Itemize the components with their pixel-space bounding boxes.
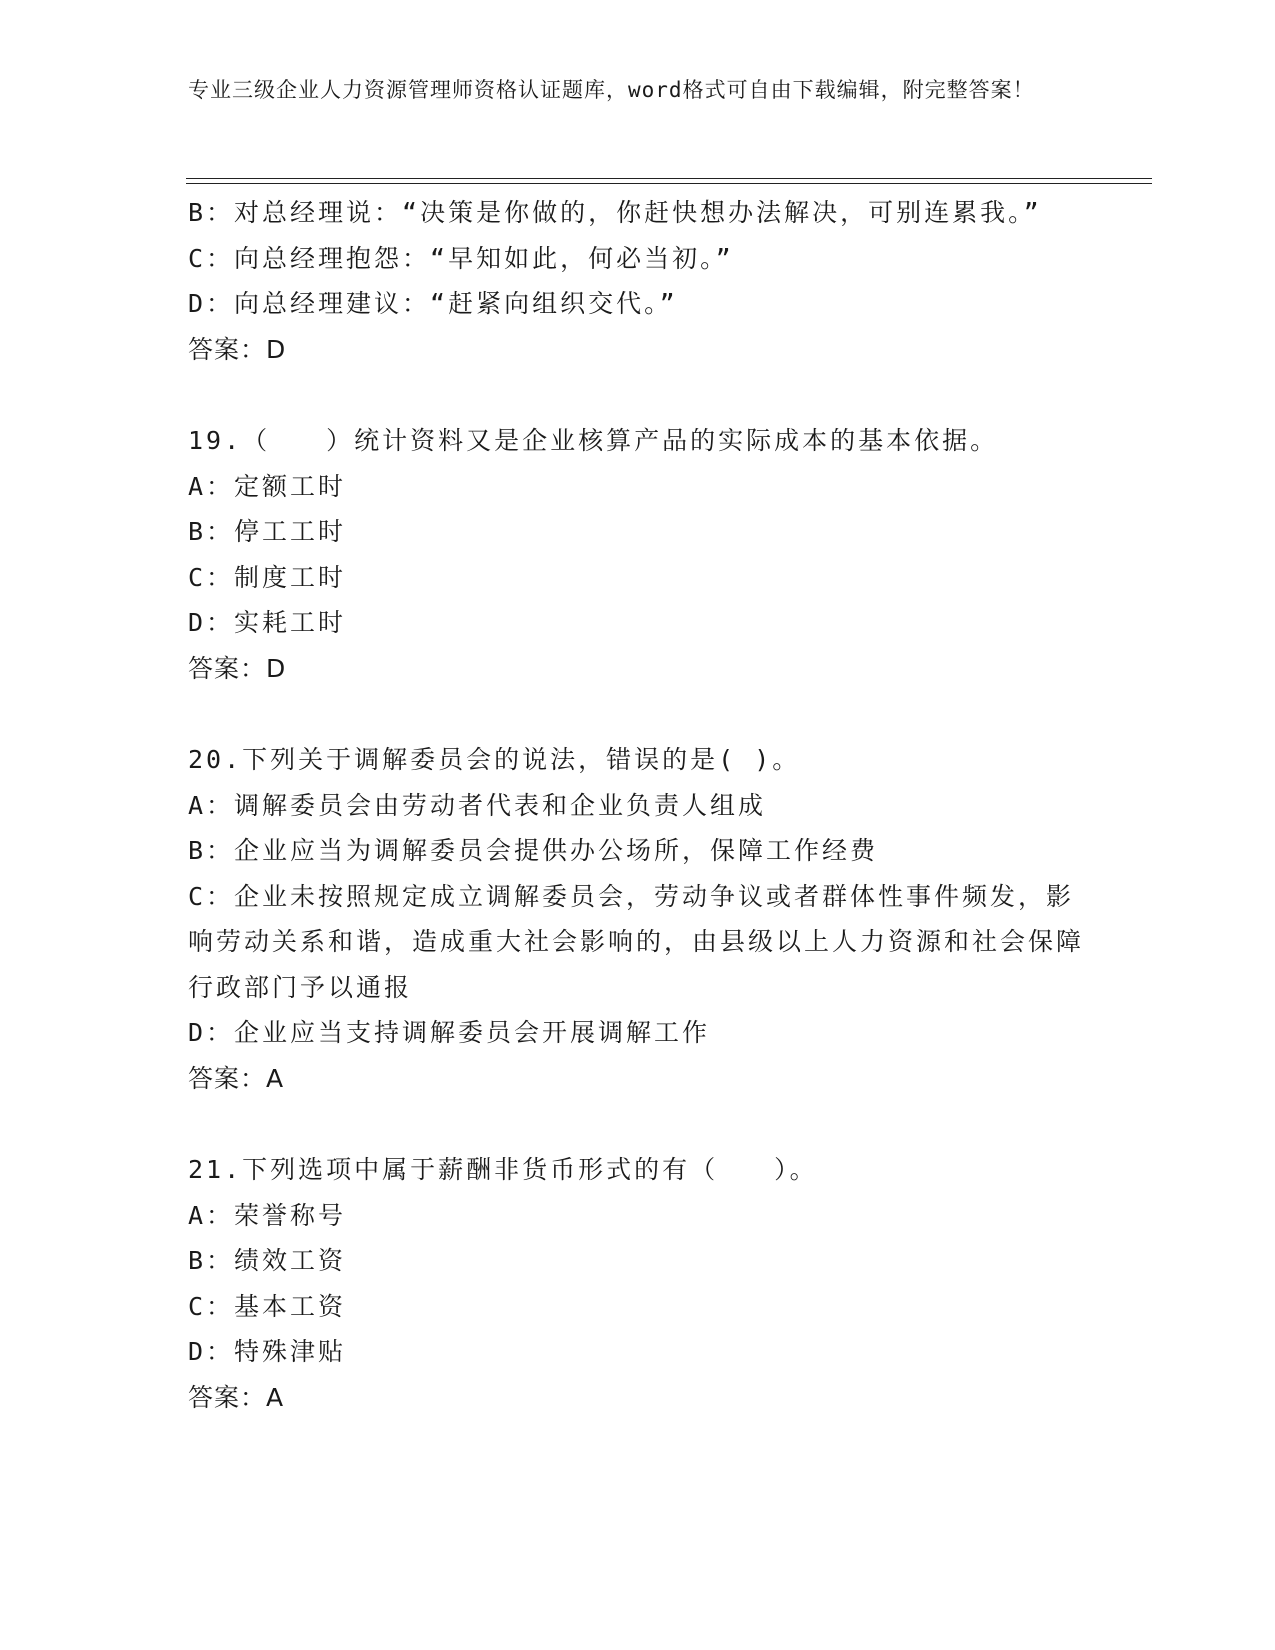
- option-b: B：企业应当为调解委员会提供办公场所，保障工作经费: [188, 836, 879, 865]
- answer: 答案：D: [188, 334, 287, 364]
- spacer: [188, 691, 1088, 737]
- question-text: 21.下列选项中属于薪酬非货币形式的有（ ）。: [188, 1155, 818, 1184]
- option-a: A：调解委员会由劳动者代表和企业负责人组成: [188, 790, 767, 820]
- option-d: D：企业应当支持调解委员会开展调解工作: [188, 1018, 711, 1047]
- question-text: 19.（ ）统计资料又是企业核算产品的实际成本的基本依据。: [188, 426, 999, 455]
- spacer: [188, 372, 1088, 418]
- option-c: C：制度工时: [188, 562, 347, 592]
- option-b: B：绩效工资: [188, 1246, 347, 1275]
- option-c: C：企业未按照规定成立调解委员会，劳动争议或者群体性事件频发，影响劳动关系和谐，造成重大社会影响的，由县级以上人力资源和社会保障行政部门予以通报: [188, 881, 1085, 1002]
- option-b: B：停工工时: [188, 517, 347, 546]
- answer: 答案：A: [188, 1382, 285, 1412]
- spacer: [188, 1101, 1088, 1147]
- option-c: C：基本工资: [188, 1291, 347, 1321]
- document-header: 专业三级企业人力资源管理师资格认证题库，word格式可自由下载编辑，附完整答案！: [188, 78, 1035, 102]
- answer: 答案：D: [188, 653, 287, 683]
- option-a: A：荣誉称号: [188, 1200, 347, 1230]
- option-d: D：特殊津贴: [188, 1337, 347, 1366]
- option-c: C：向总经理抱怨：“早知如此，何必当初。”: [188, 243, 734, 273]
- question-18-block: [188, 190, 1088, 372]
- option-d: D：向总经理建议：“赶紧向组织交代。”: [188, 289, 678, 318]
- question-21-block: [188, 1147, 1088, 1420]
- header-rule-top: [186, 178, 1152, 179]
- question-20-block: [188, 737, 1088, 1101]
- header-rule-bottom: [186, 183, 1152, 184]
- question-text: 20.下列关于调解委员会的说法，错误的是( )。: [188, 745, 801, 774]
- option-a: A：定额工时: [188, 471, 347, 501]
- option-d: D：实耗工时: [188, 608, 347, 637]
- answer: 答案：A: [188, 1063, 285, 1093]
- question-19-block: [188, 418, 1088, 691]
- document-body: [188, 190, 1088, 1420]
- option-b: B：对总经理说：“决策是你做的，你赶快想办法解决，可别连累我。”: [188, 198, 1042, 227]
